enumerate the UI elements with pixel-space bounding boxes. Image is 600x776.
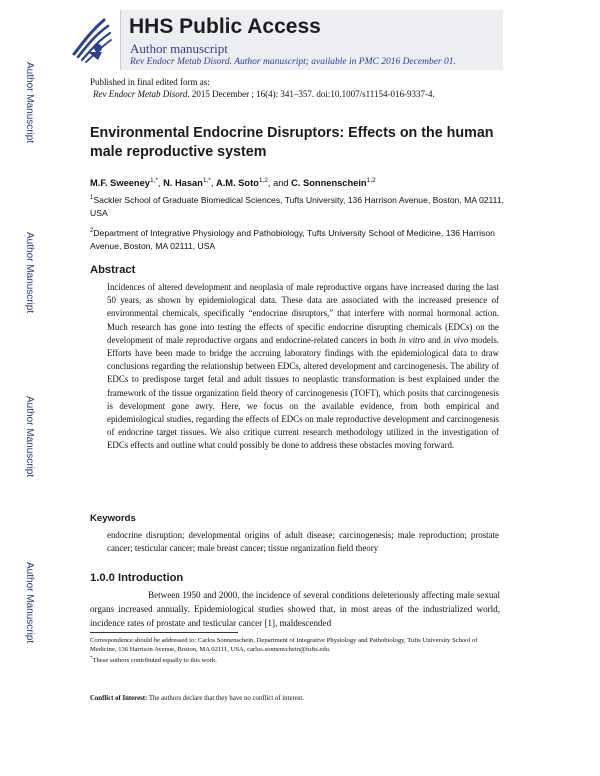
journal-name: Rev Endocr Metab Disord [93,89,188,99]
footnote-divider [90,632,238,633]
author-manuscript-label: Author manuscript [130,41,228,56]
keywords-list: endocrine disruption; developmental origins of adult disease; carcinogenesis; male reproduction; prostate cancer; testicular cancer; male breast cancer; tissue organization field theory [107,530,499,554]
affiliation [90,225,510,254]
author-separator: , [210,178,216,189]
affiliation-text: Department of Integrative Physiology and Pathobiology, Tufts University School of Medicine, 136 Harrison Avenue, Boston, MA 02111, USA [90,227,495,252]
abstract-italic-term: in vivo [443,334,469,345]
author-name: C. Sonnenschein [291,178,367,189]
side-label-author-manuscript: Author Manuscript [24,62,35,144]
footnotes [90,637,500,666]
author-separator: , [157,178,164,189]
abstract-text: Incidences of altered development and neoplasia of male reproductive organs have increased during the last 50 years, as shown by epidemiological data. These data are associated with the increased presence of environmental chemicals, specifically “endocrine disruptors,” that interfere with normal hormonal action. Much research has gone into testing the effects of specific endocrine disrupting chemicals (EDCs) on the development of male reproductive organs and endocrine-related cancers in both [107,282,499,345]
abstract-body [107,281,499,453]
author-name: A.M. Soto [215,178,259,189]
published-form-note: Published in final edited form as: [90,77,210,87]
author-name: N. Hasan [163,178,203,189]
introduction-text: Between 1950 and 2000, the incidence of several conditions deleteriously affecting male sexual organs increased annually. Epidemiological studies showed that, in most areas of the industrialized world, incidence rates of prostate and testicular cancer [1], maldescended [90,590,500,628]
author-separator: , and [267,178,292,189]
hhs-eagle-logo-icon [68,14,114,64]
correspondence-note: Correspondence should be addressed to: Carlos Sonnenschein, Department of Integrative Physiology and Pathobiology, Tufts University School of Medicine, 136 Harrison Avenue, Boston, MA 02111, USA, carlos.sonnenschein@tufts.edu. [90,637,478,653]
conflict-text: The authors declare that they have no conflict of interest. [147,695,304,702]
abstract-italic-term: in vitro [398,334,426,345]
equal-contribution-text: These authors contributed equally to this work. [92,656,217,664]
affiliation-number: 1 [90,195,94,201]
conflict-label: Conflict of Interest: [90,695,148,702]
author-affiliation-marker: 1,* [149,177,158,184]
author-affiliation-marker: 1,* [202,177,211,184]
side-label-author-manuscript: Author Manuscript [24,562,35,644]
abstract-text: and [425,334,444,345]
conflict-of-interest-note [90,695,304,702]
header-citation-text: Rev Endocr Metab Disord. Author manuscript; available in PMC 2016 December 01. [130,57,456,67]
publication-citation [93,89,435,99]
author-affiliation-marker: 1,2 [366,177,376,184]
author-list [90,177,376,188]
header-citation[interactable] [130,57,456,67]
affiliation-number: 2 [90,228,94,234]
side-label-author-manuscript: Author Manuscript [24,396,35,478]
author-affiliation-marker: 1,2 [258,177,268,184]
abstract-text: models. Efforts have been made to bridge the accruing laboratory findings with the epidemiological data to draw conclusions regarding the relationship between EDCs, altered development and carcinogenesis. The ability of EDCs to predispose target fetal and adult tissues to neoplastic transformation is best explained under the framework of the tissue organization field theory of carcinogenesis (TOFT), which posits that carcinogenesis is development gone awry. Here, we focus on the available evidence, from both empirical and epidemiological studies, regarding the effects of EDCs on male reproductive development and carcinogenesis of endocrine target tissues. We also critique current research methodology utilized in the investigation of EDCs effects and outline what could possibly be done to address these obstacles moving forward. [107,334,500,451]
paper-title: Environmental Endocrine Disruptors: Effects on the human male reproductive system [90,125,494,160]
affiliation [90,192,510,221]
affiliation-text: Sackler School of Graduate Biomedical Sciences, Tufts University, 136 Harrison Avenue, Boston, MA 02111, USA [90,194,504,219]
publication-details: . 2015 December ; 16(4): 341–357. doi:10.1007/s11154-016-9337-4. [187,89,435,99]
abstract-heading: Abstract [90,264,136,276]
side-label-author-manuscript: Author Manuscript [24,232,35,314]
equal-contribution-note [90,655,500,666]
keywords-heading: Keywords [90,513,136,524]
hhs-public-access-title: HHS Public Access [129,15,321,38]
equal-contribution-marker: * [90,655,93,661]
author-name: M.F. Sweeney [90,178,150,189]
introduction-heading: 1.0.0 Introduction [90,572,184,584]
